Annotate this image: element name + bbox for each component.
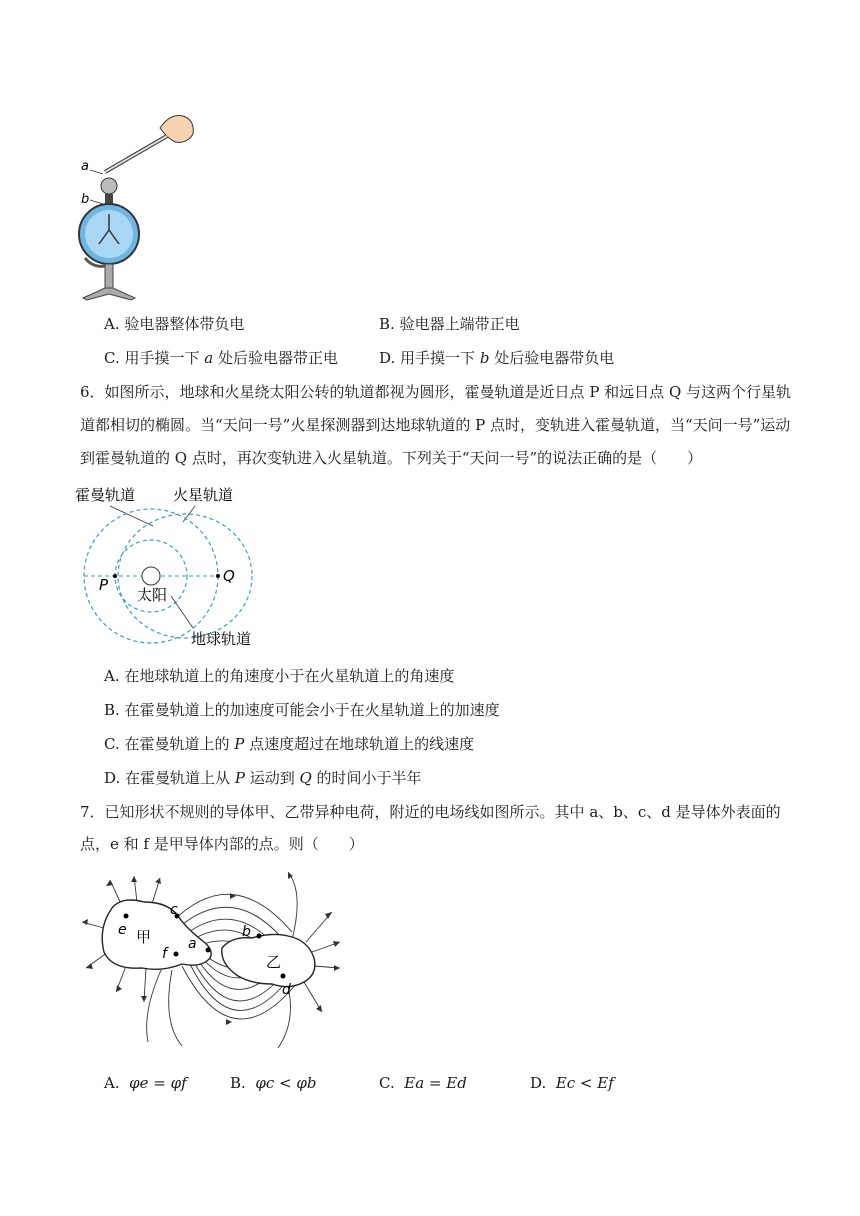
label-hohmann-orbit: 霍曼轨道 [75,486,136,504]
option-text: 在地球轨道上的角速度小于在火星轨道上的角速度 [124,667,455,685]
label-jia: 甲 [136,928,152,946]
option-expr: φe = φf [129,1074,187,1092]
option-var: b [479,349,490,367]
orbit-figure [75,478,275,650]
q6-option-c[interactable] [104,733,474,754]
option-text: 验电器上端带正电 [399,315,520,333]
label-yi: 乙 [266,953,282,971]
label-b: b [242,924,251,940]
option-var: Q [299,769,312,787]
electroscope-figure [75,108,205,303]
option-text: 点速度超过在地球轨道上的线速度 [244,735,475,753]
field-lines-figure [82,872,342,1048]
stand-base [83,288,135,300]
q6-stem-line2: 道都相切的椭圆。当“天问一号”火星探测器到达地球轨道的 P 点时，变轨进入霍曼轨道，当“天问一号”运动 [80,416,791,434]
label-f: f [162,946,167,962]
label-sun: 太阳 [137,586,168,604]
option-expr: Ea = Ed [404,1074,467,1092]
label-earth-orbit: 地球轨道 [191,630,252,648]
label-mars-orbit: 火星轨道 [173,486,234,504]
label-d: d [282,982,291,998]
point-d [281,974,286,979]
option-key: D. [379,349,396,367]
option-expr: Ec < Ef [555,1074,614,1092]
point-f [174,952,179,957]
q7-option-b[interactable] [230,1074,316,1092]
label-e: e [118,922,127,938]
q5-option-a[interactable] [104,313,244,334]
q6-option-d[interactable] [104,767,422,788]
point-e [124,914,129,919]
q7-option-d[interactable] [530,1074,614,1092]
point-P [113,574,117,578]
option-key: C. [379,1074,395,1092]
label-a: a [188,936,197,952]
option-key: A. [104,1074,120,1092]
option-text: 处后验电器带正电 [213,349,339,367]
option-key: B. [104,701,120,719]
q5-option-b[interactable] [379,313,520,334]
label-b: b [81,192,90,207]
option-var: a [204,349,214,367]
option-key: D. [530,1074,547,1092]
label-c: c [170,902,178,918]
q7-stem-line2: 点，e 和 f 是甲导体内部的点。则（ ） [80,835,364,853]
option-text: 在霍曼轨道上的 [124,735,235,753]
label-a: a [81,159,89,174]
option-text: 用手摸一下 [124,349,205,367]
label-P: P [99,576,109,594]
q6-stem-line3: 到霍曼轨道的 Q 点时，再次变轨进入火星轨道。下列关于“天问一号”的说法正确的是（ ） [80,449,703,467]
q7-option-c[interactable] [379,1074,467,1092]
q5-option-d[interactable] [379,347,614,368]
metal-ball [101,178,117,194]
stand-post [105,264,113,288]
point-a [206,948,211,953]
q6-option-b[interactable] [104,699,500,720]
option-text: 验电器整体带负电 [124,315,245,333]
option-key: A. [104,315,120,333]
option-key: C. [104,349,120,367]
option-var: P [234,735,245,753]
q6-stem-line1: 6．如图所示，地球和火星绕太阳公转的轨道都视为圆形，霍曼轨道是近日点 P 和远日点 Q 与这两个行星轨 [80,383,792,401]
option-text: 用手摸一下 [400,349,480,367]
q6-option-a[interactable] [104,665,454,686]
sun-icon [142,567,160,585]
q7-stem-line1: 7．已知形状不规则的导体甲、乙带异种电荷，附近的电场线如图所示。其中 a、b、c、d 是导体外表面的 [80,803,781,821]
option-key: D. [104,769,121,787]
option-key: B. [230,1074,246,1092]
q7-option-a[interactable] [104,1074,187,1092]
option-text: 在霍曼轨道上从 [125,769,235,787]
option-text: 处后验电器带负电 [489,349,615,367]
option-expr: φc < φb [255,1074,317,1092]
q5-option-c[interactable] [104,347,338,368]
point-Q [216,574,220,578]
option-key: B. [379,315,395,333]
option-var: P [234,769,245,787]
option-key: A. [104,667,120,685]
option-key: C. [104,735,120,753]
option-text: 运动到 [244,769,300,787]
point-b [257,934,262,939]
label-Q: Q [223,567,235,585]
option-text: 在霍曼轨道上的加速度可能会小于在火星轨道上的加速度 [124,701,500,719]
option-text: 的时间小于半年 [311,769,422,787]
